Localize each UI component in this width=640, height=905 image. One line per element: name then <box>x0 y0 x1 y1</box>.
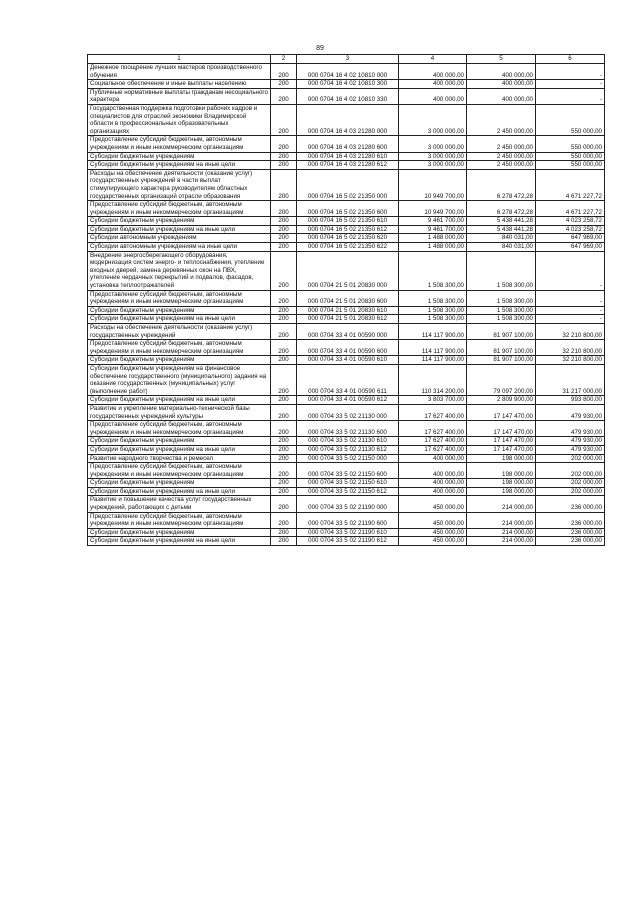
row-amount-cell: 2 450 000,00 <box>467 136 536 152</box>
row-code-cell: 200 <box>271 88 297 104</box>
row-code-cell: 200 <box>271 479 297 488</box>
row-amount-cell: 400 000,00 <box>399 487 467 496</box>
row-code-cell: 200 <box>271 445 297 454</box>
table-row <box>88 290 605 306</box>
row-amount-cell: 400 000,00 <box>467 64 536 80</box>
row-code-cell: 200 <box>271 225 297 234</box>
row-amount-cell: 81 907 100,00 <box>467 340 536 356</box>
row-amount-cell: 1 508 300,00 <box>399 251 467 290</box>
row-amount-cell: 32 210 800,00 <box>536 356 605 365</box>
row-name-cell: Субсидии бюджетным учреждениям <box>88 356 271 365</box>
table-row <box>88 356 605 365</box>
row-classification-cell: 000 0704 16 4 02 10810 330 <box>297 88 399 104</box>
row-amount-cell: 81 907 100,00 <box>467 324 536 340</box>
row-classification-cell: 000 0704 33 4 01 00590 000 <box>297 324 399 340</box>
row-amount-cell: 5 438 441,28 <box>467 217 536 226</box>
table-body <box>88 64 605 546</box>
row-code-cell: 200 <box>271 217 297 226</box>
row-amount-cell: 17 147 470,00 <box>467 445 536 454</box>
row-amount-cell: 647 969,00 <box>536 234 605 243</box>
row-amount-cell: 10 949 700,00 <box>399 201 467 217</box>
row-amount-cell: 1 488 000,00 <box>399 243 467 252</box>
table-row <box>88 251 605 290</box>
page-number: 89 <box>316 45 324 52</box>
row-amount-cell: 214 000,00 <box>467 512 536 528</box>
row-amount-cell: 114 117 900,00 <box>399 356 467 365</box>
budget-table <box>87 54 605 546</box>
row-amount-cell: 81 907 100,00 <box>467 356 536 365</box>
row-amount-cell: 1 508 300,00 <box>467 306 536 315</box>
row-amount-cell: 2 450 000,00 <box>467 104 536 135</box>
row-name-cell: Предоставление субсидий бюджетным, автономным учреждениям и иным некоммерческим организациям <box>88 463 271 479</box>
row-amount-cell: 5 438 441,28 <box>467 225 536 234</box>
row-code-cell: 200 <box>271 80 297 89</box>
row-code-cell: 200 <box>271 152 297 161</box>
table-row <box>88 306 605 315</box>
row-classification-cell: 000 0704 33 4 01 00590 611 <box>297 364 399 395</box>
row-amount-cell: 9 461 700,00 <box>399 225 467 234</box>
row-amount-cell: 236 000,00 <box>536 496 605 512</box>
row-amount-cell: - <box>536 64 605 80</box>
row-name-cell: Публичные нормативные выплаты гражданам несоциального характера <box>88 88 271 104</box>
row-amount-cell: 198 000,00 <box>467 454 536 463</box>
row-amount-cell: 2 450 000,00 <box>467 161 536 170</box>
table-row <box>88 528 605 537</box>
row-amount-cell: 550 000,00 <box>536 136 605 152</box>
table-row <box>88 487 605 496</box>
row-name-cell: Денежное поощрение лучших мастеров производственного обучения <box>88 64 271 80</box>
row-code-cell: 200 <box>271 537 297 546</box>
table-row <box>88 364 605 395</box>
row-name-cell: Субсидии бюджетным учреждениям <box>88 152 271 161</box>
row-classification-cell: 000 0704 33 5 02 21190 600 <box>297 512 399 528</box>
row-amount-cell: 479 930,00 <box>536 437 605 446</box>
row-name-cell: Субсидии бюджетным учреждениям <box>88 479 271 488</box>
row-amount-cell: - <box>536 290 605 306</box>
row-classification-cell: 000 0704 33 5 02 21130 612 <box>297 445 399 454</box>
row-amount-cell: 202 000,00 <box>536 463 605 479</box>
table-row <box>88 80 605 89</box>
row-amount-cell: 550 000,00 <box>536 161 605 170</box>
row-name-cell: Предоставление субсидий бюджетным, автономным учреждениям и иным некоммерческим организациям <box>88 421 271 437</box>
row-amount-cell: 450 000,00 <box>399 512 467 528</box>
row-amount-cell: 400 000,00 <box>467 88 536 104</box>
row-name-cell: Предоставление субсидий бюджетным, автономным учреждениям и иным некоммерческим организациям <box>88 512 271 528</box>
row-code-cell: 200 <box>271 463 297 479</box>
table-row <box>88 496 605 512</box>
row-code-cell: 200 <box>271 356 297 365</box>
row-code-cell: 200 <box>271 169 297 200</box>
row-name-cell: Развитие народного творчества и ремесел <box>88 454 271 463</box>
row-amount-cell: 450 000,00 <box>399 496 467 512</box>
row-amount-cell: 17 147 470,00 <box>467 421 536 437</box>
table-row <box>88 64 605 80</box>
row-amount-cell: - <box>536 251 605 290</box>
row-amount-cell: 236 000,00 <box>536 528 605 537</box>
table-row <box>88 537 605 546</box>
table-row <box>88 340 605 356</box>
row-classification-cell: 000 0704 16 4 03 21280 000 <box>297 104 399 135</box>
row-amount-cell: 214 000,00 <box>467 528 536 537</box>
row-amount-cell: 198 000,00 <box>467 487 536 496</box>
row-amount-cell: 17 147 470,00 <box>467 437 536 446</box>
row-name-cell: Субсидии бюджетным учреждениям на иные цели <box>88 445 271 454</box>
table-row <box>88 161 605 170</box>
row-classification-cell: 000 0704 33 5 02 21190 610 <box>297 528 399 537</box>
row-code-cell: 200 <box>271 290 297 306</box>
row-amount-cell: 79 097 200,00 <box>467 364 536 395</box>
table-row <box>88 225 605 234</box>
row-classification-cell: 000 0704 16 5 02 21350 610 <box>297 217 399 226</box>
row-amount-cell: 202 000,00 <box>536 487 605 496</box>
row-amount-cell: - <box>536 80 605 89</box>
row-amount-cell: 17 147 470,00 <box>467 404 536 420</box>
table-row <box>88 315 605 324</box>
row-name-cell: Субсидии бюджетным учреждениям на финансовое обеспечение государственного (муниципального) задания на оказание государственных (муниципальных) услуг (выполнение работ) <box>88 364 271 395</box>
row-classification-cell: 000 0704 33 5 02 21130 610 <box>297 437 399 446</box>
row-code-cell: 200 <box>271 161 297 170</box>
row-amount-cell: 1 508 300,00 <box>467 315 536 324</box>
row-amount-cell: 198 000,00 <box>467 463 536 479</box>
row-classification-cell: 000 0704 33 5 02 21190 612 <box>297 537 399 546</box>
row-amount-cell: 17 627 400,00 <box>399 437 467 446</box>
row-amount-cell: 550 000,00 <box>536 104 605 135</box>
row-amount-cell: 647 969,00 <box>536 243 605 252</box>
row-amount-cell: 400 000,00 <box>399 463 467 479</box>
row-classification-cell: 000 0704 16 4 03 21280 610 <box>297 152 399 161</box>
table-row <box>88 454 605 463</box>
table-row <box>88 169 605 200</box>
row-amount-cell: 400 000,00 <box>399 454 467 463</box>
row-name-cell: Государственная поддержка подготовки рабочих кадров и специалистов для отраслей экономики Владимирской области в профессиональных образовательных организациях <box>88 104 271 135</box>
row-name-cell: Субсидии бюджетным учреждениям на иные цели <box>88 225 271 234</box>
row-amount-cell: - <box>536 88 605 104</box>
row-code-cell: 200 <box>271 487 297 496</box>
row-classification-cell: 000 0704 16 5 02 21350 622 <box>297 243 399 252</box>
row-classification-cell: 000 0704 33 5 02 21150 600 <box>297 463 399 479</box>
row-amount-cell: 400 000,00 <box>399 80 467 89</box>
row-amount-cell: 198 000,00 <box>467 479 536 488</box>
row-amount-cell: 32 210 800,00 <box>536 340 605 356</box>
row-classification-cell: 000 0704 33 5 02 21130 000 <box>297 404 399 420</box>
row-classification-cell: 000 0704 33 4 01 00590 612 <box>297 396 399 405</box>
row-amount-cell: 479 930,00 <box>536 421 605 437</box>
row-name-cell: Предоставление субсидий бюджетным, автономным учреждениям и иным некоммерческим организациям <box>88 340 271 356</box>
table-row <box>88 324 605 340</box>
row-amount-cell: 214 000,00 <box>467 537 536 546</box>
row-name-cell: Внедрение энергосберегающего оборудования, модернизация систем энерго- и теплоснабжения, утепление входных дверей, замена деревянных окон на ПВХ, утепление чердачных перекрытий и подвалов, фасадов, установка теплоотражателей <box>88 251 271 290</box>
row-amount-cell: 236 000,00 <box>536 512 605 528</box>
table-row <box>88 136 605 152</box>
row-amount-cell: 202 000,00 <box>536 454 605 463</box>
row-amount-cell: 1 508 300,00 <box>467 290 536 306</box>
row-code-cell: 200 <box>271 421 297 437</box>
row-amount-cell: 1 488 000,00 <box>399 234 467 243</box>
row-amount-cell: 450 000,00 <box>399 537 467 546</box>
row-amount-cell: 32 210 800,00 <box>536 324 605 340</box>
row-amount-cell: 6 278 472,28 <box>467 201 536 217</box>
row-name-cell: Субсидии бюджетным учреждениям на иные цели <box>88 161 271 170</box>
table-row <box>88 421 605 437</box>
column-header: 1 <box>88 55 271 64</box>
row-amount-cell: 840 031,00 <box>467 234 536 243</box>
row-amount-cell: 114 117 900,00 <box>399 324 467 340</box>
row-amount-cell: 17 627 400,00 <box>399 445 467 454</box>
table-row <box>88 512 605 528</box>
row-amount-cell: 479 930,00 <box>536 445 605 454</box>
row-name-cell: Социальное обеспечение и иные выплаты населению <box>88 80 271 89</box>
row-classification-cell: 000 0704 33 5 02 21150 000 <box>297 454 399 463</box>
row-amount-cell: 2 809 900,00 <box>467 396 536 405</box>
row-name-cell: Развитие и повышение качества услуг государственных учреждений, работающих с детьми <box>88 496 271 512</box>
row-classification-cell: 000 0704 16 5 02 21350 620 <box>297 234 399 243</box>
row-code-cell: 200 <box>271 437 297 446</box>
row-code-cell: 200 <box>271 396 297 405</box>
row-code-cell: 200 <box>271 528 297 537</box>
row-amount-cell: 114 117 900,00 <box>399 340 467 356</box>
row-amount-cell: 400 000,00 <box>399 479 467 488</box>
row-classification-cell: 000 0704 16 4 02 10810 300 <box>297 80 399 89</box>
row-name-cell: Предоставление субсидий бюджетным, автономным учреждениям и иным некоммерческим организациям <box>88 136 271 152</box>
row-classification-cell: 000 0704 21 5 01 20830 000 <box>297 251 399 290</box>
column-header: 2 <box>271 55 297 64</box>
row-classification-cell: 000 0704 21 5 01 20830 612 <box>297 315 399 324</box>
column-header: 4 <box>399 55 467 64</box>
table-row <box>88 404 605 420</box>
row-name-cell: Субсидии бюджетным учреждениям на иные цели <box>88 396 271 405</box>
row-amount-cell: 3 000 000,00 <box>399 152 467 161</box>
column-header: 6 <box>536 55 605 64</box>
row-name-cell: Субсидии бюджетным учреждениям на иные цели <box>88 315 271 324</box>
row-classification-cell: 000 0704 16 5 02 21350 612 <box>297 225 399 234</box>
row-amount-cell: 1 508 300,00 <box>399 306 467 315</box>
row-amount-cell: 3 000 000,00 <box>399 136 467 152</box>
row-amount-cell: 202 000,00 <box>536 479 605 488</box>
row-amount-cell: 550 000,00 <box>536 152 605 161</box>
row-name-cell: Расходы на обеспечение деятельности (оказание услуг) государственных учреждений в части выплат стимулирующего характера руководителям областных государственных организаций отрасли образования <box>88 169 271 200</box>
row-amount-cell: 400 000,00 <box>467 80 536 89</box>
row-code-cell: 200 <box>271 136 297 152</box>
row-name-cell: Субсидии бюджетным учреждениям на иные цели <box>88 487 271 496</box>
row-amount-cell: 2 450 000,00 <box>467 152 536 161</box>
row-amount-cell: 1 508 300,00 <box>399 315 467 324</box>
row-classification-cell: 000 0704 21 5 01 20830 600 <box>297 290 399 306</box>
row-amount-cell: 4 671 227,72 <box>536 201 605 217</box>
table-row <box>88 104 605 135</box>
row-code-cell: 200 <box>271 454 297 463</box>
row-classification-cell: 000 0704 16 5 02 21350 000 <box>297 169 399 200</box>
row-code-cell: 200 <box>271 306 297 315</box>
row-amount-cell: 4 023 258,72 <box>536 225 605 234</box>
row-amount-cell: 4 023 258,72 <box>536 217 605 226</box>
row-classification-cell: 000 0704 16 5 02 21350 600 <box>297 201 399 217</box>
row-amount-cell: 9 461 700,00 <box>399 217 467 226</box>
row-classification-cell: 000 0704 33 5 02 21150 612 <box>297 487 399 496</box>
row-amount-cell: 31 217 000,00 <box>536 364 605 395</box>
row-amount-cell: 17 627 400,00 <box>399 421 467 437</box>
row-name-cell: Субсидии бюджетным учреждениям <box>88 528 271 537</box>
table-row <box>88 234 605 243</box>
row-amount-cell: 1 508 300,00 <box>399 290 467 306</box>
row-name-cell: Субсидии автономным учреждениям на иные цели <box>88 243 271 252</box>
row-amount-cell: 214 000,00 <box>467 496 536 512</box>
row-amount-cell: 3 000 000,00 <box>399 161 467 170</box>
row-code-cell: 200 <box>271 64 297 80</box>
row-classification-cell: 000 0704 33 4 01 00590 600 <box>297 340 399 356</box>
row-amount-cell: 17 627 400,00 <box>399 404 467 420</box>
table-row <box>88 201 605 217</box>
table-row <box>88 217 605 226</box>
row-amount-cell: 10 949 700,00 <box>399 169 467 200</box>
row-name-cell: Расходы на обеспечение деятельности (оказание услуг) государственных учреждений <box>88 324 271 340</box>
row-amount-cell: 840 031,00 <box>467 243 536 252</box>
row-code-cell: 200 <box>271 201 297 217</box>
row-name-cell: Развитие и укрепление материально-технической базы государственных учреждений культуры <box>88 404 271 420</box>
row-code-cell: 200 <box>271 251 297 290</box>
table-row <box>88 88 605 104</box>
table-row <box>88 463 605 479</box>
row-amount-cell: 479 930,00 <box>536 404 605 420</box>
column-header: 3 <box>297 55 399 64</box>
table-row <box>88 396 605 405</box>
row-code-cell: 200 <box>271 324 297 340</box>
row-amount-cell: 236 000,00 <box>536 537 605 546</box>
row-name-cell: Предоставление субсидий бюджетным, автономным учреждениям и иным некоммерческим организациям <box>88 201 271 217</box>
row-amount-cell: 4 671 227,72 <box>536 169 605 200</box>
table-row <box>88 437 605 446</box>
row-code-cell: 200 <box>271 404 297 420</box>
row-amount-cell: 400 000,00 <box>399 64 467 80</box>
row-classification-cell: 000 0704 16 4 03 21280 612 <box>297 161 399 170</box>
row-classification-cell: 000 0704 16 4 03 21280 600 <box>297 136 399 152</box>
row-classification-cell: 000 0704 21 5 01 20830 610 <box>297 306 399 315</box>
row-amount-cell: 450 000,00 <box>399 528 467 537</box>
row-code-cell: 200 <box>271 496 297 512</box>
table-header-row <box>88 55 605 64</box>
table-row <box>88 445 605 454</box>
row-classification-cell: 000 0704 33 5 02 21190 000 <box>297 496 399 512</box>
row-name-cell: Субсидии бюджетным учреждениям на иные цели <box>88 537 271 546</box>
row-classification-cell: 000 0704 33 5 02 21130 600 <box>297 421 399 437</box>
row-amount-cell: 1 508 300,00 <box>467 251 536 290</box>
row-classification-cell: 000 0704 16 4 02 10810 000 <box>297 64 399 80</box>
row-code-cell: 200 <box>271 243 297 252</box>
row-code-cell: 200 <box>271 512 297 528</box>
row-code-cell: 200 <box>271 364 297 395</box>
row-code-cell: 200 <box>271 340 297 356</box>
row-classification-cell: 000 0704 33 5 02 21150 610 <box>297 479 399 488</box>
column-header: 5 <box>467 55 536 64</box>
row-amount-cell: 3 803 700,00 <box>399 396 467 405</box>
row-amount-cell: - <box>536 315 605 324</box>
table-row <box>88 479 605 488</box>
table-row <box>88 152 605 161</box>
row-amount-cell: 3 000 000,00 <box>399 104 467 135</box>
row-name-cell: Субсидии бюджетным учреждениям <box>88 217 271 226</box>
row-code-cell: 200 <box>271 104 297 135</box>
row-name-cell: Предоставление субсидий бюджетным, автономным учреждениям и иным некоммерческим организациям <box>88 290 271 306</box>
row-amount-cell: - <box>536 306 605 315</box>
row-name-cell: Субсидии бюджетным учреждениям <box>88 437 271 446</box>
row-amount-cell: 110 314 200,00 <box>399 364 467 395</box>
row-name-cell: Субсидии бюджетным учреждениям <box>88 306 271 315</box>
row-code-cell: 200 <box>271 315 297 324</box>
row-amount-cell: 6 278 472,28 <box>467 169 536 200</box>
row-amount-cell: 400 000,00 <box>399 88 467 104</box>
row-name-cell: Субсидии автономным учреждениям <box>88 234 271 243</box>
table-row <box>88 243 605 252</box>
row-classification-cell: 000 0704 33 4 01 00590 610 <box>297 356 399 365</box>
row-amount-cell: 993 800,00 <box>536 396 605 405</box>
row-code-cell: 200 <box>271 234 297 243</box>
